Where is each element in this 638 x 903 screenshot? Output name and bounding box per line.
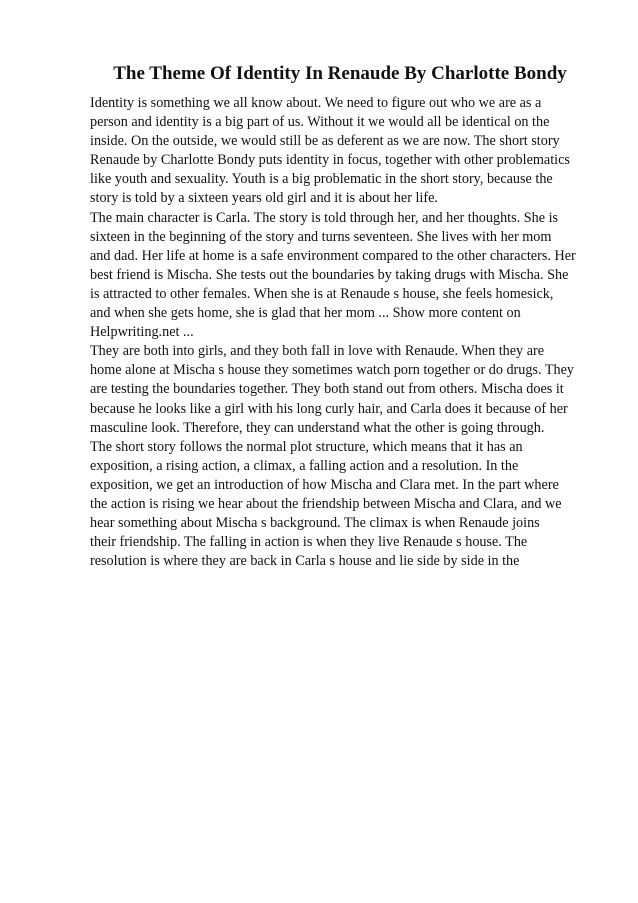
body-text-line: and when she gets home, she is glad that her mom ... Show more content on (90, 305, 521, 322)
body-text-line: exposition, we get an introduction of how Mischa and Clara met. In the part where (90, 476, 559, 493)
body-text-line: masculine look. Therefore, they can understand what the other is going through. (90, 419, 545, 436)
body-text-line: Identity is something we all know about. We need to figure out who we are as a (90, 95, 542, 111)
body-text-line: because he looks like a girl with his long curly hair, and Carla does it because of her (90, 400, 568, 417)
body-text-line: and dad. Her life at home is a safe environment compared to the other characters. Her (90, 247, 576, 264)
body-text-line: exposition, a rising action, a climax, a falling action and a resolution. In the (90, 457, 519, 474)
body-text-line: resolution is where they are back in Carla s house and lie side by side in the (90, 553, 520, 570)
body-text-line: They are both into girls, and they both fall in love with Renaude. When they are (90, 343, 545, 360)
body-text-line: Helpwriting.net ... (90, 324, 194, 341)
body-text-line: person and identity is a big part of us. Without it we would all be identical on the (90, 114, 550, 131)
body-text-line: sixteen in the beginning of the story and turns seventeen. She lives with her mom (90, 228, 552, 245)
body-text-line: story is told by a sixteen years old girl and it is about her life. (90, 190, 438, 207)
body-text-line: is attracted to other females. When she is at Renaude s house, she feels homesick, (90, 285, 554, 302)
body-text-line: like youth and sexuality. Youth is a big problematic in the short story, because the (90, 171, 553, 188)
body-text-line: the action is rising we hear about the friendship between Mischa and Clara, and we (90, 495, 562, 512)
document-body (90, 94, 600, 571)
body-text-line: home alone at Mischa s house they sometimes watch porn together or do drugs. They (90, 362, 574, 379)
body-text-line: The short story follows the normal plot structure, which means that it has an (90, 438, 523, 455)
body-text-line: hear something about Mischa s background. The climax is when Renaude joins (90, 515, 540, 532)
body-text-line: best friend is Mischa. She tests out the boundaries by taking drugs with Mischa. She (90, 266, 569, 283)
body-text-line: their friendship. The falling in action is when they live Renaude s house. The (90, 534, 528, 551)
body-text-line: Renaude by Charlotte Bondy puts identity in focus, together with other problematics (90, 152, 570, 169)
body-text-line: are testing the boundaries together. They both stand out from others. Mischa does it (90, 381, 564, 398)
body-text-line: The main character is Carla. The story is told through her, and her thoughts. She is (90, 209, 559, 226)
body-text-line: inside. On the outside, we would still be as deferent as we are now. The short story (90, 133, 560, 150)
document-title: The Theme Of Identity In Renaude By Charlotte Bondy (113, 63, 567, 84)
